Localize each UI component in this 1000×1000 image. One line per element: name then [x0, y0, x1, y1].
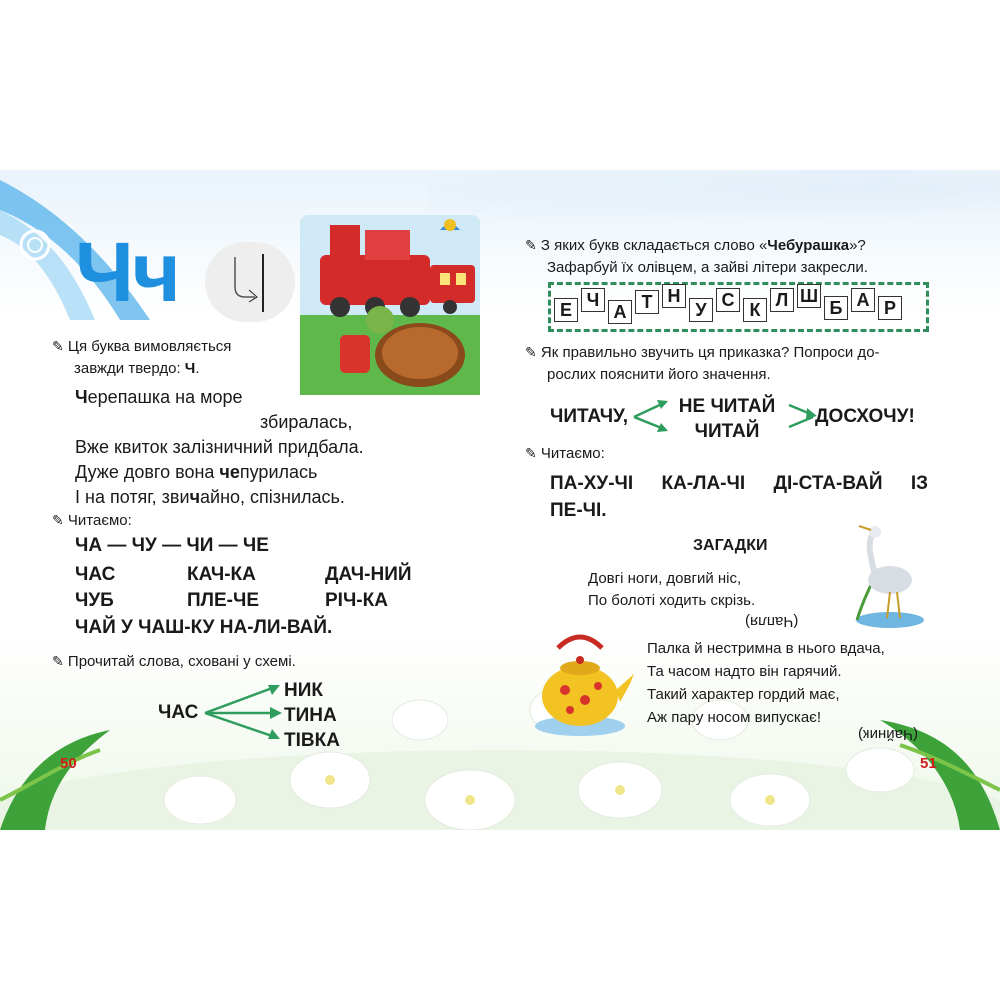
riddle-2-line-3: Такий характер гордий має,: [647, 686, 840, 703]
riddle-1-line-2: По болоті ходить скрізь.: [588, 592, 756, 609]
letter-cell[interactable]: А: [851, 288, 875, 312]
task-cheburashka: ✎ З яких букв складається слово «Чебурашка»? Зафарбуй їх олівцем, а зайві літери закресли.: [525, 237, 868, 276]
intro-end: .: [195, 360, 200, 377]
handwritten-letter-icon: [205, 242, 295, 322]
task-proverb: ✎ Як правильно звучить ця приказка? Попроси до- рослих пояснити його значення.: [525, 344, 880, 383]
words-row-2: [75, 588, 435, 614]
page-number-left: 50: [60, 755, 77, 772]
task-marker-icon: ✎: [52, 513, 64, 529]
intro-line-1: Ця буква вимовляється: [67, 338, 232, 355]
hidden-words-task: ✎ Прочитай слова, сховані у схемі.: [52, 653, 296, 670]
proverb-right: ДОСХОЧУ!: [815, 406, 915, 427]
word: ДАЧ-НИЙ: [325, 564, 412, 585]
scheme-endings: [284, 678, 340, 753]
word: ПЛЕ-ЧЕ: [187, 590, 260, 611]
handwriting-sample: [205, 242, 295, 322]
riddle-1-line-1: Довгі ноги, довгий ніс,: [588, 570, 742, 587]
proverb-left: ЧИТАЧУ,: [550, 406, 628, 427]
letters-row: [552, 284, 922, 328]
scheme-ending: ТІВКА: [284, 730, 340, 751]
poem-line-3: Вже квиток залізничний придбала.: [75, 437, 364, 457]
task-marker-icon: ✎: [52, 339, 64, 355]
sentence: ЧАЙ У ЧАШ-КУ НА-ЛИ-ВАЙ.: [75, 617, 333, 638]
letter-cell[interactable]: Л: [770, 288, 794, 312]
page-number-right: 51: [920, 755, 937, 772]
word: ЧАС: [75, 564, 116, 585]
letter-cell[interactable]: Ш: [797, 284, 821, 308]
book-spread: [0, 170, 1000, 830]
poem-line-4: Дуже довго вона чепурилась: [75, 462, 318, 482]
word: РІЧ-КА: [325, 590, 388, 611]
intro-letter: Ч: [184, 360, 196, 377]
reading-line-1: ПА-ХУ-ЧІ КА-ЛА-ЧІ ДІ-СТА-ВАЙ ІЗ: [550, 473, 928, 494]
scheme-root: ЧАС: [158, 702, 199, 723]
riddle-1: [588, 568, 755, 612]
proverb-option: ЧИТАЙ: [694, 421, 760, 442]
big-letters-title: Чч: [75, 225, 179, 319]
letter-cell[interactable]: К: [743, 298, 767, 322]
task-marker-icon: ✎: [525, 446, 537, 462]
task-marker-icon: ✎: [525, 345, 537, 361]
heron-illustration-icon: [845, 520, 925, 630]
intro-line-2: завжди твердо:: [74, 360, 185, 377]
letter-cell[interactable]: У: [689, 298, 713, 322]
poem-line-2: збиралась,: [260, 412, 353, 432]
reading-text: [550, 470, 928, 524]
word: КАЧ-КА: [187, 564, 256, 585]
letter-cell[interactable]: Е: [554, 298, 578, 322]
reading-label-right: ✎ Читаємо:: [525, 445, 605, 462]
riddle-2: [647, 637, 885, 729]
reading-line-2: ПЕ-ЧІ.: [550, 500, 607, 521]
intro-text: [52, 336, 292, 379]
turtle-train-illustration-icon: [300, 195, 480, 395]
reading-label-left: ✎ Читаємо:: [52, 512, 132, 529]
word: ЧУБ: [75, 590, 114, 611]
letter-cell[interactable]: А: [608, 300, 632, 324]
letter-cell[interactable]: Т: [635, 290, 659, 314]
riddles-title: ЗАГАДКИ: [693, 537, 768, 554]
letter-cell[interactable]: Р: [878, 296, 902, 320]
riddle-2-answer: (Чайник): [858, 726, 918, 743]
scheme-arrows-icon: [200, 675, 290, 745]
scheme-ending: ТИНА: [284, 705, 337, 726]
letter-cell[interactable]: С: [716, 288, 740, 312]
task-marker-icon: ✎: [525, 238, 537, 254]
letter-cell[interactable]: Н: [662, 284, 686, 308]
words-row-1: [75, 562, 435, 588]
riddle-2-line-2: Та часом надто він гарячий.: [647, 663, 842, 680]
scheme-ending: НИК: [284, 680, 323, 701]
words-table: [75, 562, 435, 614]
syllables: ЧА — ЧУ — ЧИ — ЧЕ: [75, 535, 269, 556]
proverb-arrows-left-icon: [630, 395, 670, 435]
proverb-options: [672, 394, 782, 444]
riddle-2-line-1: Палка й нестримна в нього вдача,: [647, 640, 885, 657]
poem-line-5: І на потяг, звичайно, спізнилась.: [75, 487, 345, 507]
riddle-2-line-4: Аж пару носом випускає!: [647, 709, 821, 726]
proverb-option: НЕ ЧИТАЙ: [678, 396, 776, 417]
teapot-illustration-icon: [530, 628, 640, 738]
riddle-1-answer: (Чапля): [745, 613, 799, 630]
task-marker-icon: ✎: [52, 654, 64, 670]
poem: [75, 385, 455, 510]
clouds-decoration: [430, 170, 1000, 230]
letter-cell[interactable]: Ч: [581, 288, 605, 312]
letter-cell[interactable]: Б: [824, 296, 848, 320]
poem-line-1: Черепашка на море: [75, 387, 243, 407]
